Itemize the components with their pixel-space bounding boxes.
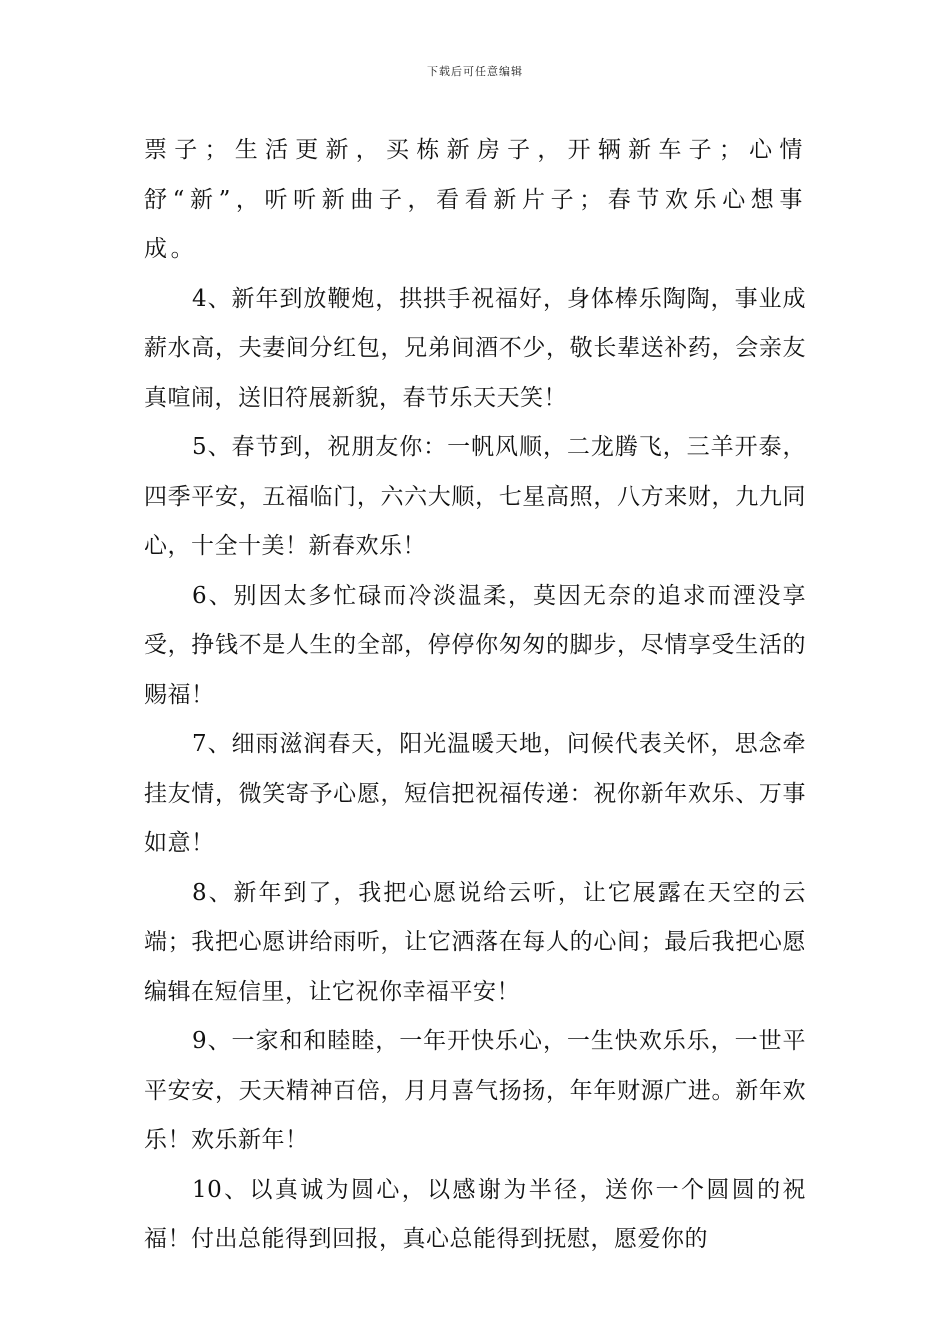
paragraph-item-6: 6、别因太多忙碌而冷淡温柔，莫因无奈的追求而湮没享受，挣钱不是人生的全部，停停你匆匆的脚步，尽情享受生活的赐福！: [144, 582, 806, 708]
paragraph-item-9: 9、一家和和睦睦，一年开快乐心，一生快欢乐乐，一世平平安安，天天精神百倍，月月喜气扬扬，年年财源广进。新年欢乐！欢乐新年！: [144, 1028, 806, 1153]
paragraph-item-5: 5、春节到，祝朋友你：一帆风顺，二龙腾飞，三羊开泰，四季平安，五福临门，六六大顺，七星高照，八方来财，九九同心，十全十美！新春欢乐！: [144, 434, 806, 559]
document-body: [144, 126, 806, 1265]
paragraph-item-4: 4、新年到放鞭炮，拱拱手祝福好，身体棒乐陶陶，事业成薪水高，夫妻间分红包，兄弟间酒不少，敬长辈送补药，会亲友真喧闹，送旧符展新貌，春节乐天天笑！: [144, 285, 806, 411]
paragraph-item-10: 10、以真诚为圆心，以感谢为半径，送你一个圆圆的祝福！付出总能得到回报，真心总能得到抚慰，愿爱你的: [144, 1176, 806, 1252]
page-header: 下载后可任意编辑: [427, 65, 523, 78]
paragraph-item-7: 7、细雨滋润春天，阳光温暖天地，问候代表关怀，思念牵挂友情，微笑寄予心愿，短信把祝福传递：祝你新年欢乐、万事如意！: [144, 731, 806, 856]
paragraph-continuation: 票子；生活更新，买栋新房子，开辆新车子；心情舒“新”，听听新曲子，看看新片子；春节欢乐心想事成。: [144, 137, 806, 262]
paragraph-item-8: 8、新年到了，我把心愿说给云听，让它展露在天空的云端；我把心愿讲给雨听，让它洒落在每人的心间；最后我把心愿编辑在短信里，让它祝你幸福平安！: [144, 879, 806, 1005]
